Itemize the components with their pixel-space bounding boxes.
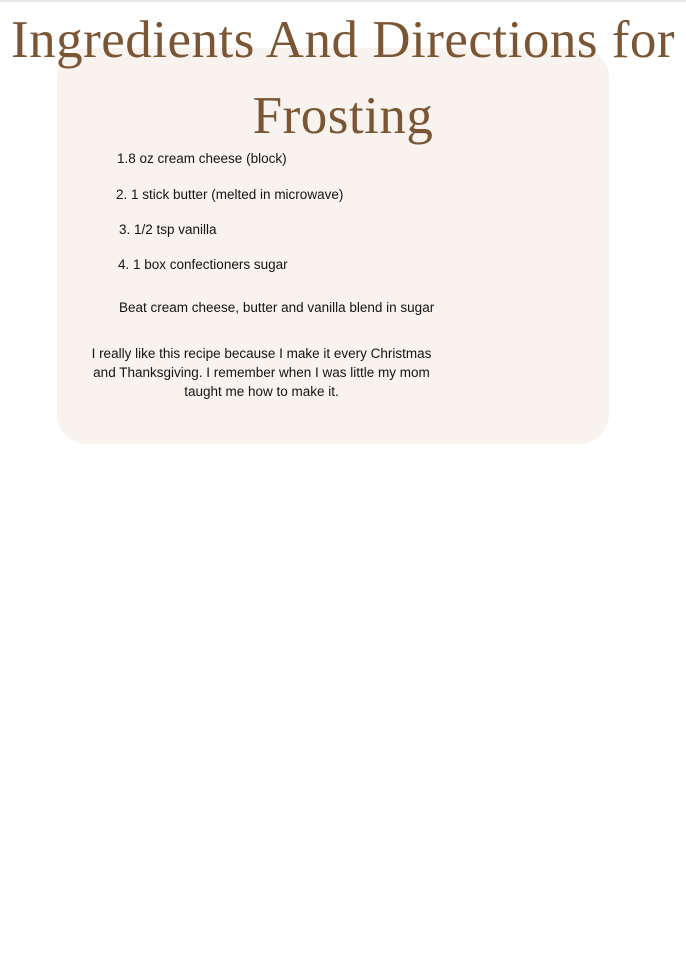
page-title: Ingredients And Directions for Frosting xyxy=(10,11,676,145)
personal-note: I really like this recipe because I make it every Christmas and Thanksgiving. I remember when I was little my mom taught me how to make it. xyxy=(91,346,432,399)
ingredient-item: 3. 1/2 tsp vanilla xyxy=(119,222,217,237)
ingredient-item: 2. 1 stick butter (melted in microwave) xyxy=(116,187,344,202)
ingredient-item: 1.8 oz cream cheese (block) xyxy=(117,151,287,166)
ingredient-item: 4. 1 box confectioners sugar xyxy=(118,257,288,272)
directions-text: Beat cream cheese, butter and vanilla blend in sugar xyxy=(119,300,435,315)
